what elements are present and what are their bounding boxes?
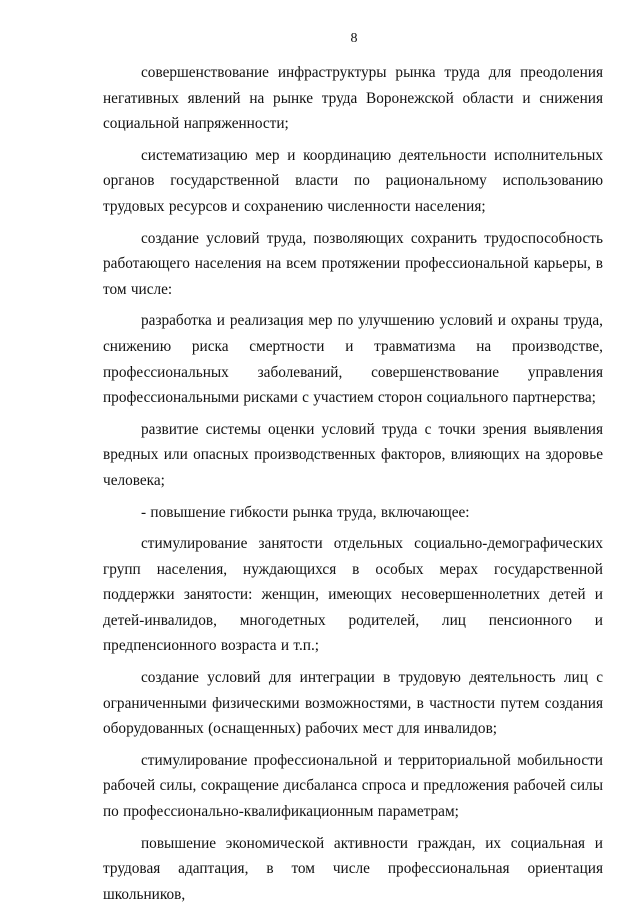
paragraph-employment-stimulation: стимулирование занятости отдельных социально-демографических групп населения, нуждающихся в особых мерах государственной поддержки занятости: женщин, имеющих несовершеннолетних детей и детей-инвалидов, многодетных родителей, лиц пенсионного и предпенсионного возраста и т.п.; [103,535,603,655]
paragraph-systematization: систематизацию мер и координацию деятельности исполнительных органов государственной власти по рациональному использованию трудовых ресурсов и сохранению численности населения; [103,146,603,215]
document-body [103,60,603,913]
paragraph-disability-integration: создание условий для интеграции в трудовую деятельность лиц с ограниченными физическими возможностями, в частности путем создания оборудованных (оснащенных) рабочих мест для инвалидов; [103,669,603,738]
paragraph-mobility: стимулирование профессиональной и территориальной мобильности рабочей силы, сокращение дисбаланса спроса и предложения рабочей силы по профессионально-квалификационным параметрам; [103,751,603,821]
paragraph-assessment-system: развитие системы оценки условий труда с точки зрения выявления вредных или опасных производственных факторов, влияющих на здоровье человека; [103,420,603,489]
paragraph-infrastructure: совершенствование инфраструктуры рынка труда для преодоления негативных явлений на рынке труда Воронежской области и снижения социальной напряженности; [103,64,603,133]
paragraph-economic-activity: повышение экономической активности граждан, их социальная и трудовая адаптация, в том числе профессиональная ориентация школьников, [103,834,603,903]
paragraph-working-conditions: создание условий труда, позволяющих сохранить трудоспособность работающего населения на всем протяжении профессиональной карьеры, в том числе: [103,229,603,298]
page-number: 8 [350,31,358,46]
paragraph-flexibility-heading: - повышение гибкости рынка труда, включающее: [141,503,470,521]
paragraph-labor-safety: разработка и реализация мер по улучшению условий и охраны труда, снижению риска смертности и травматизма на производстве, профессиональных заболеваний, совершенствование управления профессиональными рисками с участием сторон социального партнерства; [103,312,603,407]
